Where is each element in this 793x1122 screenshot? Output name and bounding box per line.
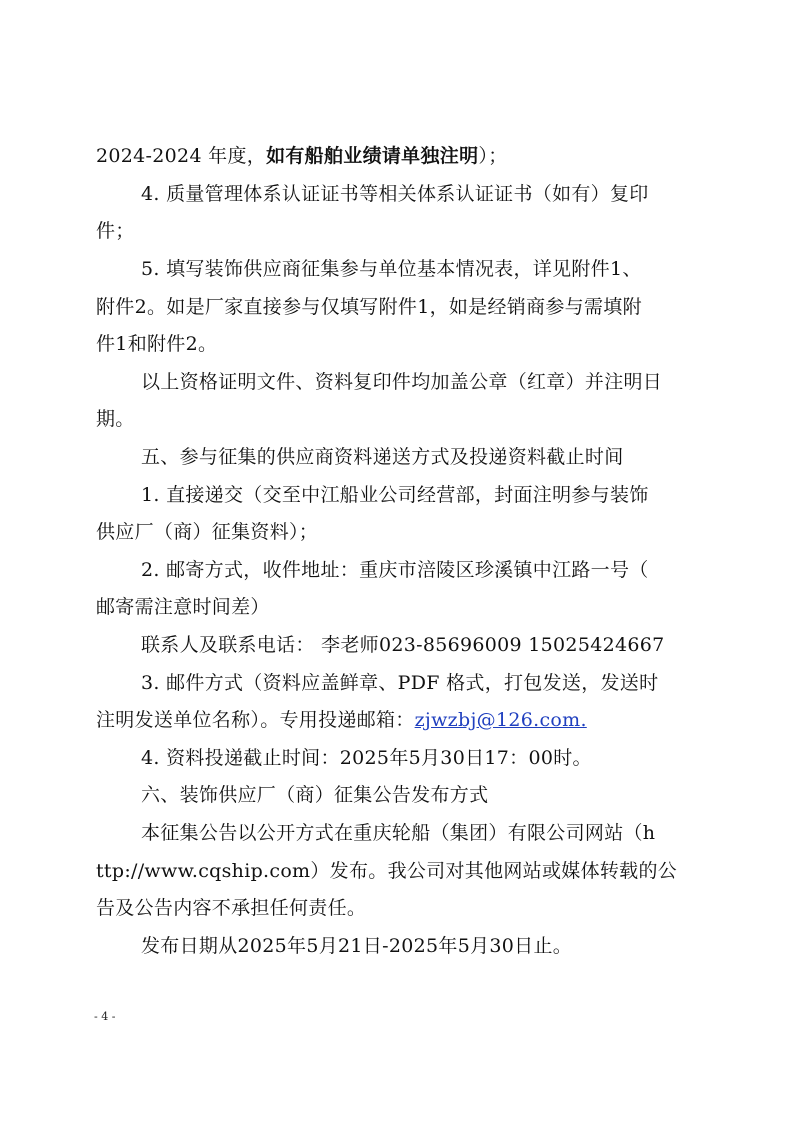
text-line-20: ttp://www.cqship.com）发布。我公司对其他网站或媒体转载的公 xyxy=(96,860,678,882)
text-line-10: 1. 直接递交（交至中江船业公司经营部，封面注明参与装饰 xyxy=(141,484,649,506)
text-line-7: 以上资格证明文件、资料复印件均加盖公章（红章）并注明日 xyxy=(141,371,663,393)
text-line-5: 附件2。如是厂家直接参与仅填写附件1，如是经销商参与需填附 xyxy=(96,296,642,318)
email-link[interactable]: zjwzbj@126.com. xyxy=(414,709,587,731)
text-line-2: 4. 质量管理体系认证证书等相关体系认证证书（如有）复印 xyxy=(141,183,649,205)
contact-line: 联系人及联系电话： 李老师023-85696009 15025424667 xyxy=(141,634,665,656)
text-line-19: 本征集公告以公开方式在重庆轮船（集团）有限公司网站（h xyxy=(141,822,656,844)
publish-date-line: 发布日期从2025年5月21日-2025年5月30日止。 xyxy=(141,935,573,957)
text-line-6: 件1和附件2。 xyxy=(96,333,218,355)
text-line-21: 告及公告内容不承担任何责任。 xyxy=(96,897,367,919)
section-heading-6: 六、装饰供应厂（商）征集公告发布方式 xyxy=(141,784,489,806)
text-line-8: 期。 xyxy=(96,408,135,430)
text-line-13: 邮寄需注意时间差） xyxy=(96,596,270,618)
section-heading-5: 五、参与征集的供应商资料递送方式及投递资料截止时间 xyxy=(141,446,624,468)
text-line-16 xyxy=(96,707,587,733)
text-span: ）； xyxy=(478,145,508,167)
text-line-4: 5. 填写装饰供应商征集参与单位基本情况表，详见附件1、 xyxy=(141,258,642,280)
text-line-3: 件； xyxy=(96,220,135,242)
text-line-1 xyxy=(96,143,508,169)
text-line-12: 2. 邮寄方式，收件地址：重庆市涪陵区珍溪镇中江路一号（ xyxy=(141,559,649,581)
bold-note: 如有船舶业绩请单独注明 xyxy=(266,145,479,167)
text-span: 2024-2024 年度， xyxy=(96,145,267,167)
page-number: - 4 - xyxy=(94,1010,116,1023)
text-line-15: 3. 邮件方式（资料应盖鲜章、PDF 格式，打包发送，发送时 xyxy=(141,672,659,694)
text-line-11: 供应厂（商）征集资料）； xyxy=(96,521,319,543)
text-span: 注明发送单位名称）。专用投递邮箱： xyxy=(96,709,415,731)
deadline-line: 4. 资料投递截止时间：2025年5月30日17：00时。 xyxy=(141,747,592,769)
